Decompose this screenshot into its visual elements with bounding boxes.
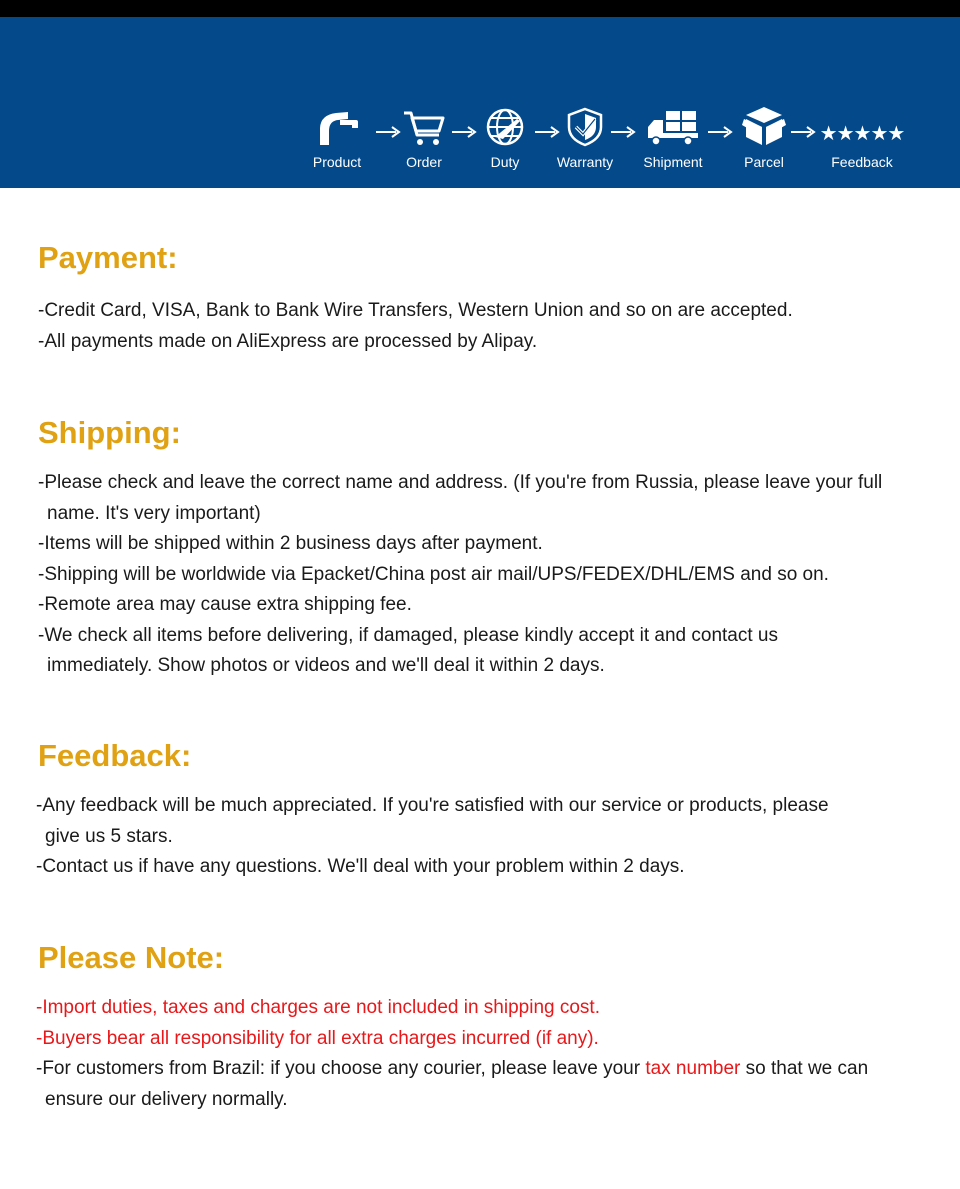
faucet-icon — [314, 105, 360, 147]
note-title: Please Note: — [38, 940, 225, 975]
step-label-feedback: Feedback — [831, 154, 893, 170]
arrow-right-icon — [706, 125, 734, 139]
shipping-line: -Please check and leave the correct name and address. (If you're from Russia, please leave your full — [38, 472, 883, 493]
payment-line: -All payments made on AliExpress are processed by Alipay. — [38, 330, 538, 352]
shipping-line: name. It's very important) — [47, 502, 261, 524]
note-line-brazil-cont: ensure our delivery normally. — [45, 1088, 288, 1110]
five-stars-icon — [820, 105, 905, 147]
step-product — [289, 105, 385, 170]
arrow-right-icon — [374, 125, 402, 139]
note-line-import-duties: -Import duties, taxes and charges are not included in shipping cost. — [36, 997, 600, 1018]
shipping-line: immediately. Show photos or videos and we'll deal it within 2 days. — [47, 655, 605, 676]
stars-glyphs: ★★★★★ — [819, 121, 905, 145]
note-line-extra-charges: -Buyers bear all responsibility for all extra charges incurred (if any). — [36, 1027, 599, 1049]
feedback-line: -Contact us if have any questions. We'll deal with your problem within 2 days. — [36, 856, 685, 877]
tax-number-highlight: tax number — [645, 1058, 741, 1079]
step-label-parcel: Parcel — [744, 154, 784, 170]
cart-icon — [402, 105, 446, 147]
note-line-brazil — [36, 1054, 926, 1085]
globe-plane-icon — [483, 105, 527, 147]
shield-check-icon — [566, 105, 604, 147]
step-feedback — [814, 105, 910, 170]
note-text — [36, 993, 926, 1115]
top-black-bar — [0, 0, 960, 17]
truck-icon — [646, 105, 700, 147]
shipping-line: -We check all items before delivering, if damaged, please kindly accept it and contact us — [38, 624, 778, 646]
brazil-text-after: so that we can — [740, 1058, 869, 1079]
shipping-line: -Items will be shipped within 2 business days after payment. — [38, 533, 543, 554]
shipping-line: -Remote area may cause extra shipping fee. — [38, 594, 412, 615]
arrow-right-icon — [609, 125, 637, 139]
feedback-line: give us 5 stars. — [45, 825, 173, 847]
brazil-text-before: -For customers from Brazil: if you choose any courier, please leave your — [36, 1058, 646, 1079]
payment-title: Payment: — [38, 240, 178, 275]
arrow-right-icon — [789, 125, 817, 139]
process-header-banner — [0, 17, 960, 188]
feedback-text — [36, 791, 926, 883]
payment-line: -Credit Card, VISA, Bank to Bank Wire Transfers, Western Union and so on are accepted. — [38, 300, 793, 321]
step-label-shipment: Shipment — [643, 154, 703, 170]
step-label-order: Order — [406, 154, 442, 170]
step-label-product: Product — [312, 154, 362, 170]
shipping-text — [38, 468, 928, 682]
step-label-warranty: Warranty — [556, 154, 614, 170]
box-icon — [742, 105, 786, 147]
payment-text — [38, 296, 928, 357]
shipping-line: -Shipping will be worldwide via Epacket/China post air mail/UPS/FEDEX/DHL/EMS and so on. — [38, 563, 829, 585]
feedback-title: Feedback: — [38, 738, 192, 773]
arrow-right-icon — [533, 125, 561, 139]
shipping-title: Shipping: — [38, 415, 181, 450]
step-label-duty: Duty — [490, 154, 520, 170]
feedback-line: -Any feedback will be much appreciated. If you're satisfied with our service or products, please — [36, 795, 829, 816]
arrow-right-icon — [450, 125, 478, 139]
